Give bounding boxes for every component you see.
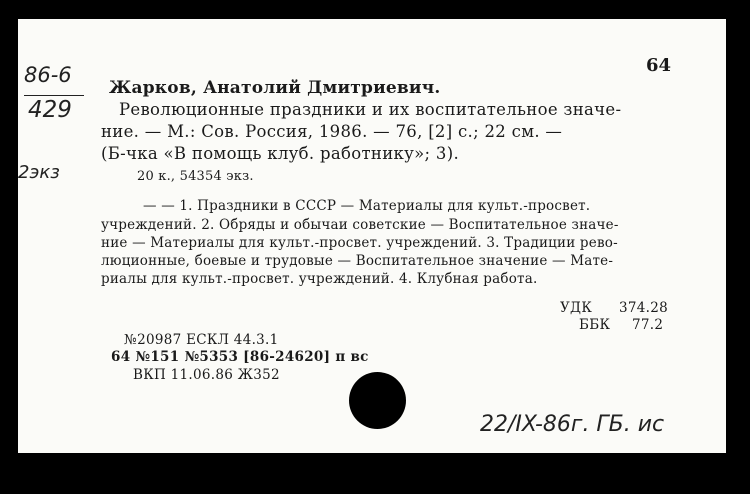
handwritten-shelfmark-top: 86-6 [24,63,72,87]
title-line-3: (Б-чка «В помощь клуб. работнику»; 3). [101,144,459,163]
shelfmark-divider [24,95,84,96]
catalog-line-1: №20987 ЕСКЛ 44.3.1 [124,332,279,348]
handwritten-date-note: 22/IX-86г. ГБ. ис [480,412,665,437]
subjects-line-5: риалы для культ.-просвет. учреждений. 4. Клубная работа. [101,271,538,287]
subjects-line-2: учреждений. 2. Обряды и обычаи советские — Воспитательное значе- [101,217,619,233]
subjects-line-3: ние — Материалы для культ.-просвет. учреждений. 3. Традиции рево- [101,235,618,251]
author-heading: Жарков, Анатолий Дмитриевич. [109,78,441,98]
title-line-1: Революционные праздники и их воспитательное значе- [119,100,622,119]
title-line-2: ние. — М.: Сов. Россия, 1986. — 76, [2] с.; 22 см. — [101,122,563,141]
udk-value: 374.28 [619,300,669,316]
catalog-card [18,19,726,453]
bbk-value: 77.2 [632,317,664,333]
catalog-line-2: 64 №151 №5353 [86-24620] п вс [111,349,369,365]
card-number: 64 [646,55,672,76]
punch-hole [349,372,406,429]
catalog-line-3: ВКП 11.06.86 Ж352 [133,367,280,383]
udk-label: УДК [560,300,593,316]
subjects-line-1: — — 1. Праздники в СССР — Материалы для культ.-просвет. [143,198,591,214]
price-print-run: 20 к., 54354 экз. [137,169,254,184]
handwritten-copies-note: 2экз [18,162,60,183]
bbk-label: ББК [579,317,611,333]
subjects-line-4: люционные, боевые и трудовые — Воспитательное значение — Мате- [101,253,614,269]
handwritten-shelfmark-bottom: 429 [28,97,72,123]
